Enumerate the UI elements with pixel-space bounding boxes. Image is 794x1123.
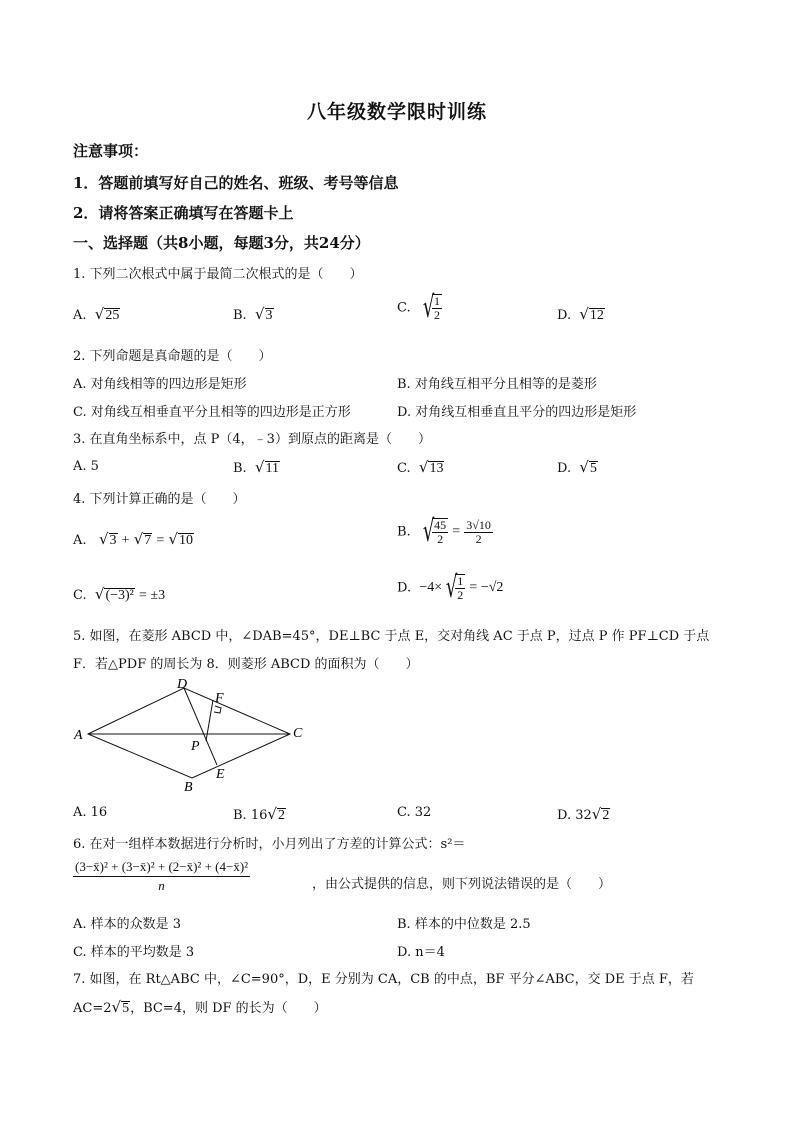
label-p: P [191,739,200,754]
section-heading: 一、选择题（共8小题，每题3分，共24分） [73,234,370,252]
q5-option-c: C. 32 [397,805,432,820]
q3-stem: 3. 在直角坐标系中，点 P（4，﹣3）到原点的距离是（ ） [73,432,431,447]
q7-stem-line2: AC=2√5，BC=4，则 DF 的长为（ ） [73,998,327,1016]
q6-stem-line1: 6. 在对一组样本数据进行分析时，小月列出了方差的计算公式：s²＝ [73,837,466,852]
q3-option-a: A. 5 [73,459,99,474]
label-c: C [293,726,303,741]
q1-option-d: D. √12 [557,305,604,323]
q5-option-a: A. 16 [73,805,108,820]
q2-option-a: A. 对角线相等的四边形是矩形 [73,377,247,392]
variance-formula: $\frac{\text{(3−x̄)² + (3−x̄)² + (2−x̄)² + (4−x̄)²}}{n}$ [75,859,249,893]
label-a: A [74,728,83,743]
label-e: E [216,767,225,782]
q4-option-c: C. √(−3)² = ±3 [73,585,166,603]
q2-option-c: C. 对角线互相垂直平分且相等的四边形是正方形 [73,405,351,420]
label-b: B [184,780,193,795]
q2-option-d: D. 对角线互相垂直且平分的四边形是矩形 [397,405,637,420]
q4-stem: 4. 下列计算正确的是（ ） [73,492,246,507]
q7-stem-line1: 7. 如图，在 Rt△ABC 中，∠C=90°，D，E 分别为 CA，CB 的中点，BF 平分∠ABC，交 DE 于点 F，若 [73,972,694,987]
q5-stem-line1: 5. 如图，在菱形 ABCD 中，∠DAB=45°，DE⊥BC 于点 E，交对角线 AC 于点 P，过点 P 作 PF⊥CD 于点 [73,629,710,644]
q4-option-b: B. √ $\frac{45}{2}$ = $\frac{3√10}{2}$ [397,514,491,549]
notes-heading: 注意事项： [73,142,149,160]
q5-option-b: B. 16√2 [233,805,285,823]
q3-option-d: D. √5 [557,458,597,476]
q6-option-d: D. n＝4 [397,945,445,960]
label-d: D [177,677,188,692]
q2-stem: 2. 下列命题是真命题的是（ ） [73,349,272,364]
q4-option-d: D. −4× √ $\frac{1}{2}$ = −√2 [397,570,504,605]
note-1: 1．答题前填写好自己的姓名、班级、考号等信息 [73,174,399,192]
q2-option-b: B. 对角线互相平分且相等的是菱形 [397,377,597,392]
page-title: 八年级数学限时训练 [306,101,487,123]
q1-option-a: A. √25 [73,305,120,323]
right-angle-mark [214,706,221,713]
rhombus-figure [70,672,320,797]
q6-option-a: A. 样本的众数是 3 [73,917,182,932]
segment-de [184,688,217,765]
q5-option-d: D. 32√2 [557,805,610,823]
q6-stem-line2: ，由公式提供的信息，则下列说法错误的是（ ） [312,877,612,892]
q1-option-c: C. √ $\frac{1}{2}$ [397,290,441,325]
segment-pf [206,700,213,741]
q3-option-b: B. √11 [233,458,279,476]
q1-option-b: B. √3 [233,305,273,323]
q6-option-b: B. 样本的中位数是 2.5 [397,917,531,932]
q1-stem: 1. 下列二次根式中属于最简二次根式的是（ ） [73,267,363,282]
q4-option-a: A. √3 + √7 = √10 [73,530,193,548]
q6-option-c: C. 样本的平均数是 3 [73,945,195,960]
label-f: F [215,691,224,706]
q5-stem-line2: F．若△PDF 的周长为 8．则菱形 ABCD 的面积为（ ） [73,657,419,672]
q3-option-c: C. √13 [397,458,444,476]
note-2: 2．请将答案正确填写在答题卡上 [73,204,294,222]
rhombus-outline [88,688,290,778]
